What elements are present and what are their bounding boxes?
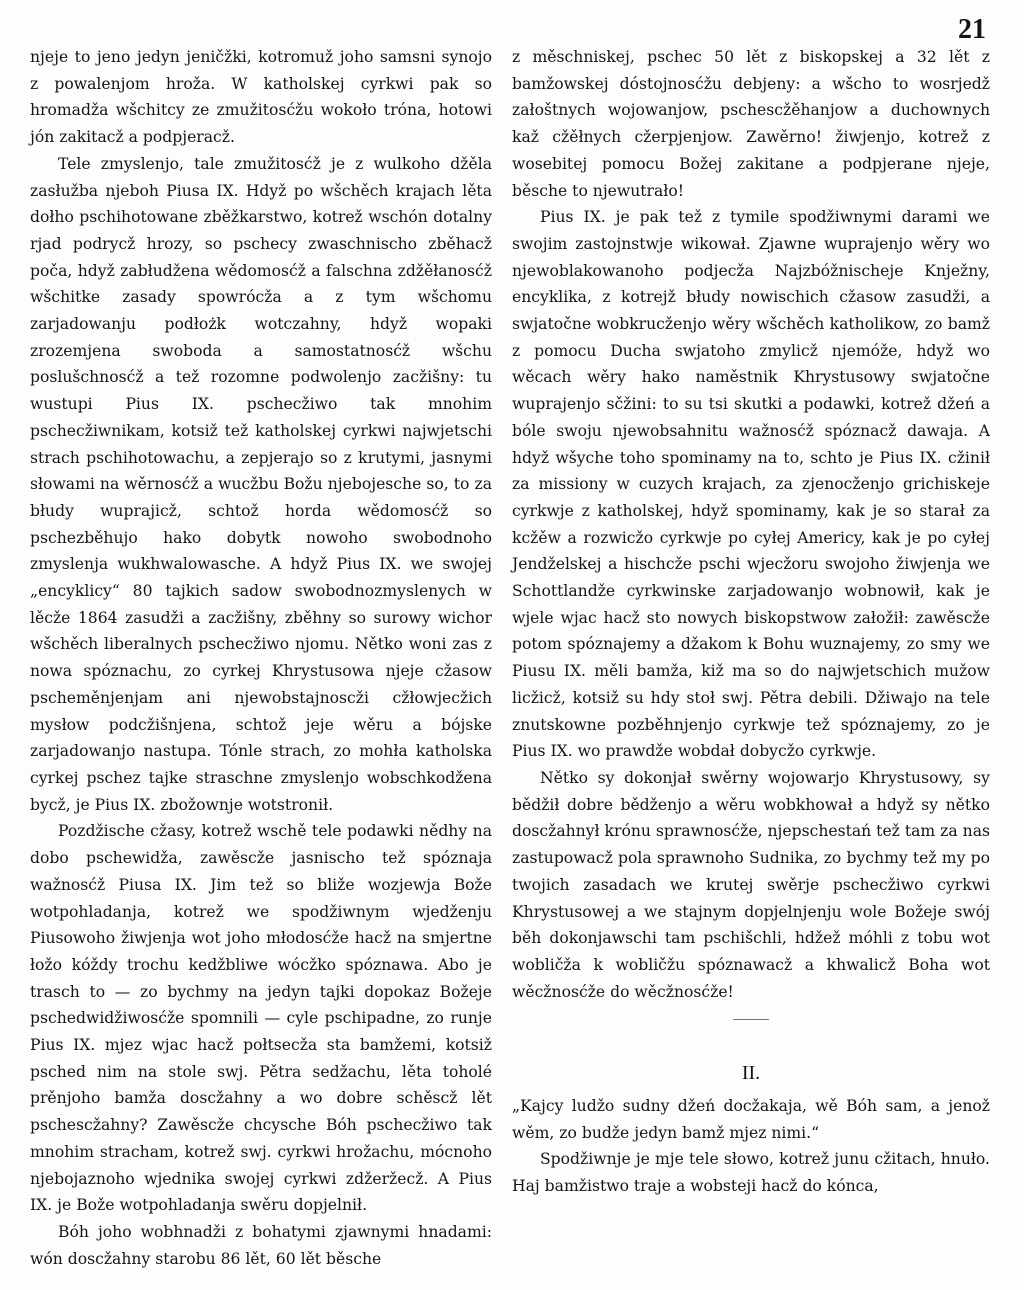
page-number: 21 xyxy=(958,14,986,45)
left-paragraph-1: njeje to jeno jedyn jeničžki, kotromuž joho samsni synojo z powalenjom hroža. W katholskej cyrkwi pak so hromadža wšchitcy ze zmužitosćžu wokoło tróna, hotowi jón zakitacž a podpjeracž. xyxy=(30,48,492,147)
left-paragraph-4: Bóh joho wobhnadži z bohatymi zjawnymi hnadami: wón doscžahny starobu 86 lět, 60 lět běsche xyxy=(30,1222,492,1268)
epigraph-quote: „Kajcy ludžo sudny džeń docžakaja, wě Bóh sam, a jenož wěm, zo budže jedyn bamž mjez nimi.“ xyxy=(512,1097,990,1142)
right-paragraph-final: Spodžiwnje je mje tele słowo, kotrež junu cžitach, hnuło. Haj bamžistwo traje a wobsteji hacž do kónca, xyxy=(512,1150,990,1196)
left-paragraph-2: Tele zmyslenjo, tale zmužitosćž je z wulkoho džěla zasłužba njeboh Piusa IX. Hdyž po wšchěch krajach lěta dołho pschihotowane zběžkarstwo, kotrež wschón dotalny rjad podrycž hrozy, so pschecy zwaschnischo zběhacž poča, hdyž zabłudžena wědomosćž a falschna zdžěłanosćž wšchitke zasady spowrócža a z tym wšchomu zarjadowanju podłożk wotczahny, hdyž wopaki zrozemjena swoboda a samostatnosćž wšchu poslušchnosćž a tež rozomne podwolenjo zacžišny: tu wustupi Pius IX. pschecžiwo tak mnohim pschecžiwnikam, kotsiž tež katholskej cyrkwi najwjetschi strach pschihotowachu, a zepjerajo so z krutymi, jasnymi słowami na wěrnosćž a wucžbu Božu njebojesche so, to za błudy wuprajicž, schtož horda wědomosćž so pschezběhujo hako dobytk nowoho swobodnoho zmyslenja wukhwalowasche. A hdyž Pius IX. we swojej „encyklicy“ 80 tajkich sadow swobodnozmyslenych w lěcže 1864 zasudži a zacžišny, zběhny so surowy wichor wšchěch liberalnych pschecžiwo njomu. Nětko woni zas z nowa spóznachu, zo cyrkej Khrystusowa njeje cžasow pscheměnjenjam ani njewobstajnoscži cžłowjecžich mysłow podcžišnjena, schtož jeje wěru a bójske zarjadowanjo nastupa. Tónle strach, zo mohła katholska cyrkej pschez tajke straschne zmyslenjo wobschkodžena bycž, je Pius IX. zbožownje wotstronił. xyxy=(30,154,492,814)
right-paragraph-2: Pius IX. je pak tež z tymile spodžiwnymi darami we swojim zastojnstwje wikował. Zjawne wuprajenjo wěry wo njewoblakowanoho podjecža Najzbóžnischeje Knježny, encyklika, z kotrejž błudy nowischich cžasow zasudži, a swjatočne wobkrucženjo wěry wšchěch katholikow, zo bamž z pomocu Ducha swjatoho zmylicž njemóže, hdyž wo wěcach wěry hako naměstnik Khrystusowy swjatočne wuprajenjo sčžini: to su tsi skutki a podawki, kotrež džeń a bóle swoju njewobsahnitu wažnosćž spóznacž dawaja. A hdyž wšyche toho spominamy na to, schto je Pius IX. cžinił za missiony w cuzych krajach, za zjenocženjo grichiskeje cyrkwje z katholskej, hdyž spominamy, kak je so starał za kcžěw a rozwicžo cyrkwje po cyłej Americy, kak je po cyłej Jendželskej a hischcže pschi wjecžoru swojoho žiwjenja we Schottlandže cyrkwinske zarjadowanjo wobnowił, kak je wjele wjac hacž sto nowych biskopstwow załožił: zawěscže potom spóznajemy a džakom k Bohu wuznajemy, zo smy we Piusu IX. měli bamža, kiž ma so do najwjetschich mužow licžicž, kotsiž su hdy stoł swj. Pětra debili. Džiwajo na tele znutskowne pozběhnjenjo cyrkwje tež spóznajemy, zo je Pius IX. wo prawdže wobdał dobycžo cyrkwje. xyxy=(512,208,990,761)
right-paragraph-3: Nětko sy dokonjał swěrny wojowarjo Khrystusowy, sy bědžił dobre bědženjo a wěru wobkhował a hdyž sy nětko doscžahnył krónu sprawnosćže, njepschestań tež tam za nas zastupowacž pola sprawnoho Sudnika, zo bychmy tež my po twojich zasadach we krutej swěrje pschecžiwo cyrkwi Khrystusowej a we stajnym dopjelnjenju wole Božeje swój běh dokonjawschi tam pschišchli, hdžež móhli z tobu wot wobličža k wobličžu spóznawacž a khwalicž Boha wot wěcžnosćže do wěcžnosćže! xyxy=(512,768,990,1001)
left-column xyxy=(30,44,492,1272)
right-column xyxy=(512,44,990,1200)
section-number: II. xyxy=(741,1062,761,1085)
left-paragraph-3: Pozdžische cžasy, kotrež wschě tele podawki nědhy na dobo pschewidža, zawěscže jasnischo tež spóznaja wažnosćž Piusa IX. Jim tež so bliže wozjewja Bože wotpohladanja, kotrež we spodžiwnym wjedženju Piusowoho žiwjenja wot joho młodosćže hacž na smjertne łožo kóždy trochu kedžbliwe wócžko spóznawa. Abo je trasch to — zo bychmy na jedyn tajki dopokaz Božeje pschedwidžiwosćže spomnili — cyle pschipadne, zo runje Pius IX. mjez wjac hacž połtsecža sta bamžemi, kotsiž psched nim na stole swj. Pětra sedžachu, lěta toholé prěnjoho bamža doscžahny a wo dobre schěscž lět pschescžahny? Zawěscže chcysche Bóh pschecžiwo tak mnohim stracham, kotrež swj. cyrkwi hrožachu, mócnoho njebojaznoho wjednika swojej cyrkwi zdžeržecž. A Pius IX. je Bože wotpohladanja swěru dopjelnił. xyxy=(30,822,492,1215)
section-divider xyxy=(733,1019,769,1020)
right-paragraph-1: z měschniskej, pschec 50 lět z biskopskej a 32 lět z bamžowskej dóstojnosćžu debjeny: a wšcho to wosrjedž załoštnych wojowanjow, pschescžěhanjow a duchownych kaž cžěłnych cžerpjenjow. Zawěrno! žiwjenjo, kotrež z wosebitej pomocu Božej zakitane a podpjerane njeje, běsche to njewutrało! xyxy=(512,48,990,200)
